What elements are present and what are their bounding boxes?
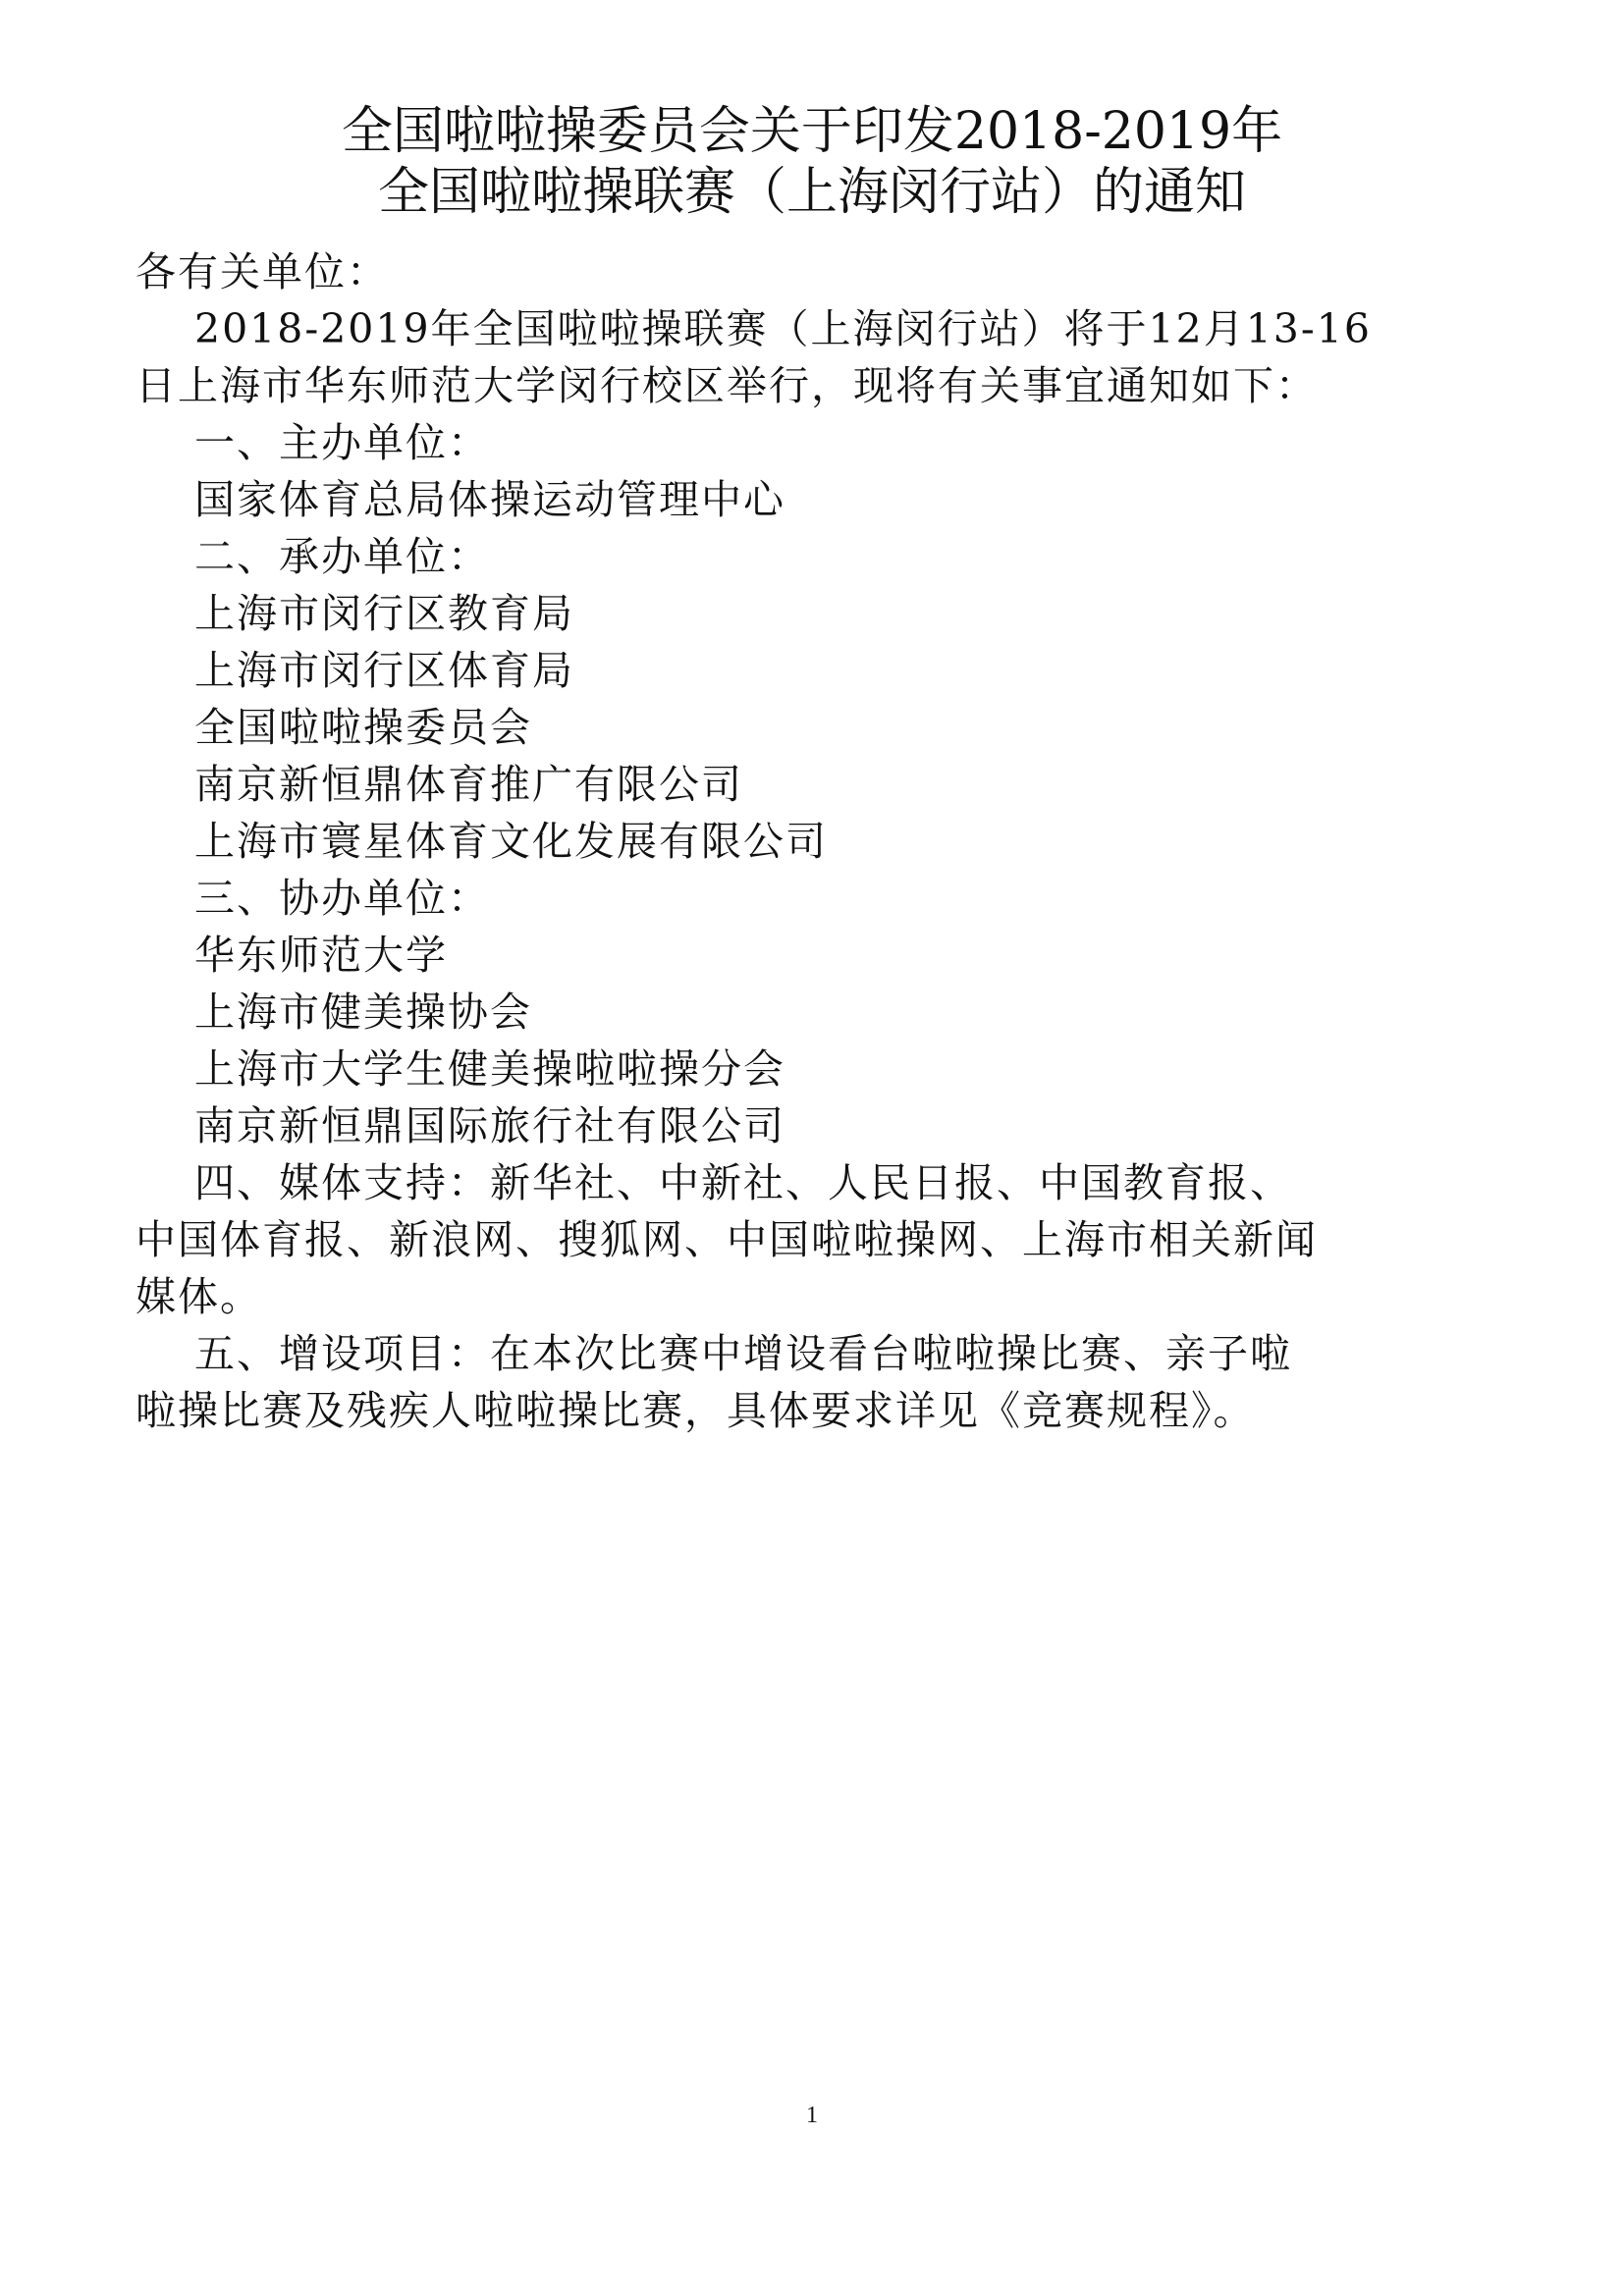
salutation: 各有关单位： [135,248,389,295]
section-3-item: 华东师范大学 [194,932,448,979]
section-5-line-2: 啦操比赛及残疾人啦啦操比赛，具体要求详见《竞赛规程》。 [135,1387,1256,1434]
page-number: 1 [806,2103,818,2128]
section-3-heading: 三、协办单位： [194,875,490,922]
section-5-line-1: 五、增设项目：在本次比赛中增设看台啦啦操比赛、亲子啦 [194,1330,1292,1377]
section-3-item: 上海市大学生健美操啦啦操分会 [194,1045,785,1093]
section-3-item: 上海市健美操协会 [194,988,532,1036]
section-4-line-1: 四、媒体支持：新华社、中新社、人民日报、中国教育报、 [194,1159,1292,1206]
title-line-2: 全国啦啦操联赛（上海闵行站）的通知 [377,163,1246,222]
section-2-item: 上海市闵行区教育局 [194,590,574,637]
intro-line-2: 日上海市华东师范大学闵行校区举行，现将有关事宜通知如下： [135,362,1318,409]
section-4-line-3: 媒体。 [135,1273,262,1320]
section-2-item: 全国啦啦操委员会 [194,704,532,751]
section-1-item: 国家体育总局体操运动管理中心 [194,476,785,523]
intro-line-1: 2018-2019年全国啦啦操联赛（上海闵行站）将于12月13-16 [194,305,1372,352]
section-3-item: 南京新恒鼎国际旅行社有限公司 [194,1102,785,1149]
section-1-heading: 一、主办单位： [194,419,490,466]
title-line-1: 全国啦啦操委员会关于印发2018-2019年 [341,102,1283,161]
section-2-heading: 二、承办单位： [194,533,490,580]
section-4-line-2: 中国体育报、新浪网、搜狐网、中国啦啦操网、上海市相关新闻 [135,1216,1318,1263]
section-2-item: 上海市寰星体育文化发展有限公司 [194,818,828,865]
section-2-item: 上海市闵行区体育局 [194,647,574,694]
section-2-item: 南京新恒鼎体育推广有限公司 [194,761,743,808]
